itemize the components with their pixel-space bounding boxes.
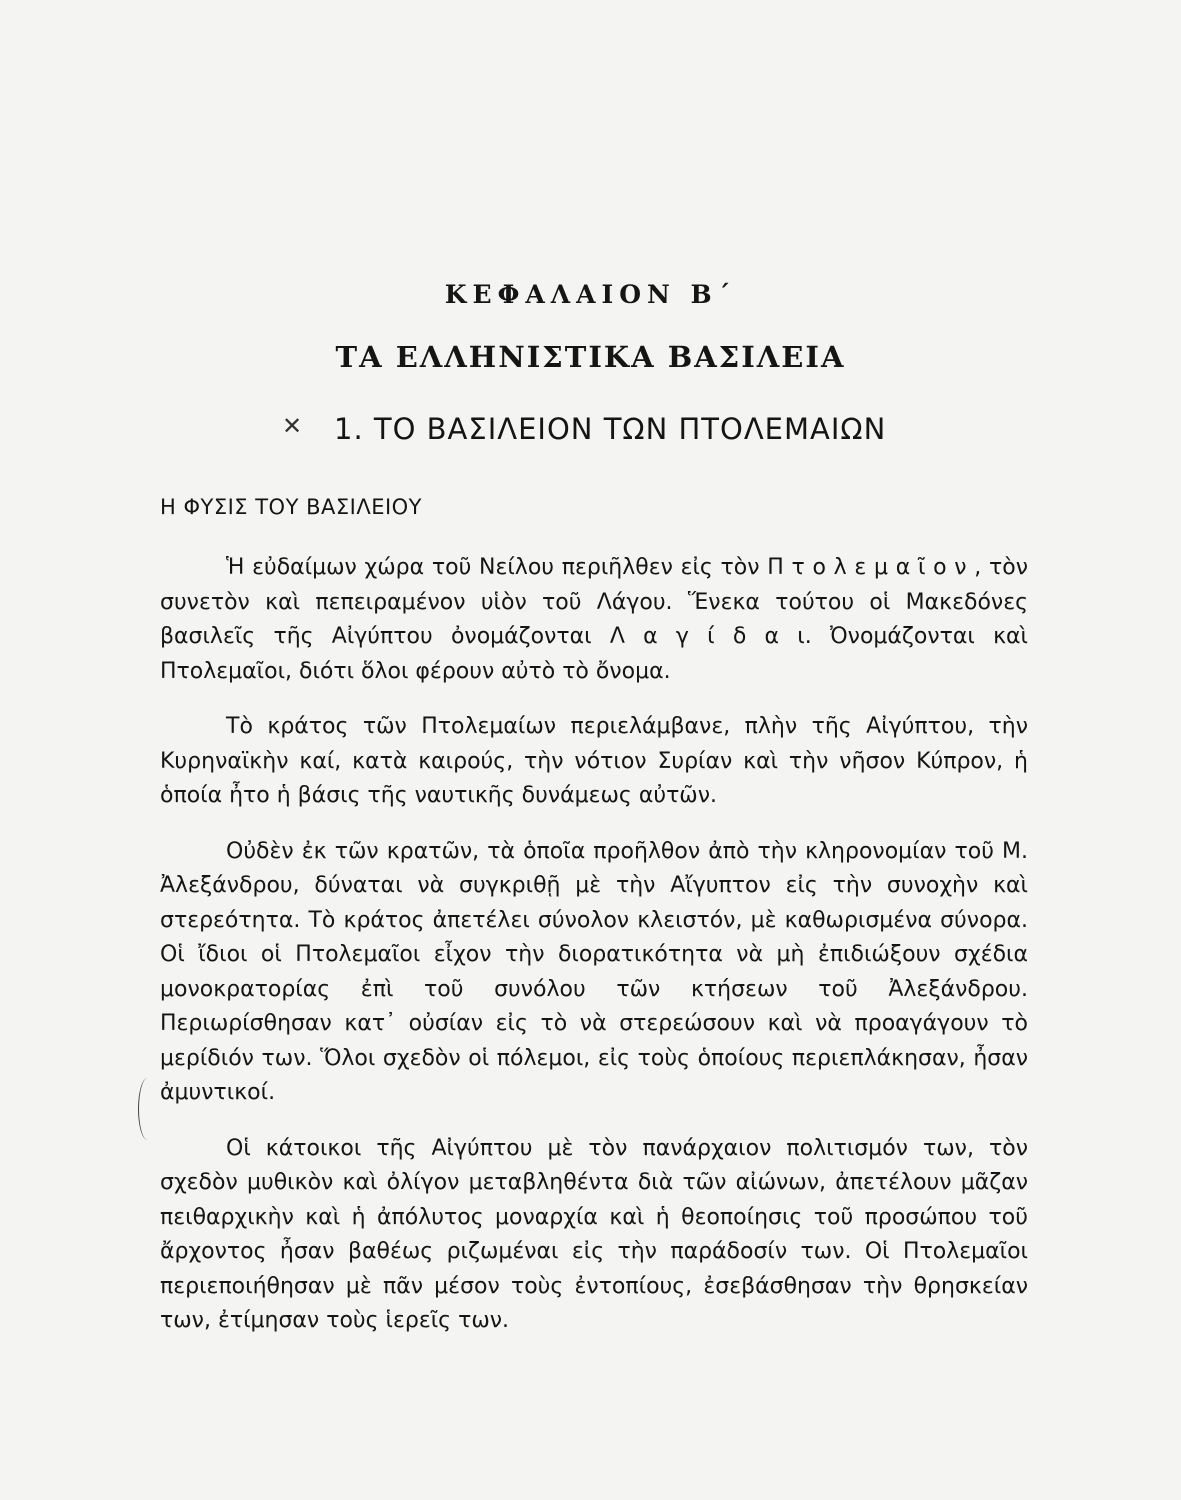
body-text (160, 551, 1028, 1360)
pencil-mark-icon: ✕ (282, 412, 304, 440)
paragraph: Οἱ κάτοικοι τῆς Αἰγύπτου μὲ τὸν πανάρχαιον πολιτισμόν των, τὸν σχεδὸν μυθικὸν καὶ ὀλίγον μεταβληθέντα διὰ τῶν αἰώνων, ἀπετέλουν μᾶζαν πειθαρχικὴν καὶ ἡ ἀπόλυτος μοναρχία καὶ ἡ θεοποίησις τοῦ προσώπου τοῦ ἄρχοντος ἦσαν βαθέως ριζωμέναι εἰς τὴν παράδοσίν των. Οἱ Πτολεμαῖοι περιεποιήθησαν μὲ πᾶν μέσον τοὺς ἐντοπίους, ἐσεβάσθησαν τὴν θρησκείαν των, ἐτίμησαν τοὺς ἱερεῖς των. (160, 1135, 1028, 1333)
paragraph: Τὸ κράτος τῶν Πτολεμαίων περιελάμβανε, πλὴν τῆς Αἰγύπτου, τὴν Κυρηναϊκὴν καί, κατὰ καιρούς, τὴν νότιον Συρίαν καὶ τὴν νῆσον Κύπρον, ἡ ὁποία ἦτο ἡ βάσις τῆς ναυτικῆς δυνάμεως αὐτῶν. (160, 714, 1028, 808)
margin-bracket-mark (138, 1078, 157, 1140)
chapter-title: ΤΑ ΕΛΛΗΝΙΣΤΙΚΑ ΒΑΣΙΛΕΙΑ (335, 340, 846, 374)
section-heading (282, 412, 887, 446)
bleed-through-header (150, 66, 1010, 88)
paragraph: Οὐδὲν ἐκ τῶν κρατῶν, τὰ ὁποῖα προῆλθον ἀπὸ τὴν κληρονομίαν τοῦ Μ. Ἀλεξάνδρου, δύναται νὰ συγκριθῇ μὲ τὴν Αἴγυπτον εἰς τὴν συνοχὴν καὶ στερεότητα. Τὸ κράτος ἀπετέλει σύνολον κλειστόν, μὲ καθωρισμένα σύνορα. Οἱ ἴδιοι οἱ Πτολεμαῖοι εἶχον τὴν διορατικότητα νὰ μὴ ἐπιδιώξουν σχέδια μονοκρατορίας ἐπὶ τοῦ συνόλου τῶν κτήσεων τοῦ Ἀλεξάνδρου. Περιωρίσθησαν κατ᾽ οὐσίαν εἰς τὸ νὰ στερεώσουν καὶ νὰ προαγάγουν τὸ μερίδιόν των. Ὅλοι σχεδὸν οἱ πόλεμοι, εἰς τοὺς ὁποίους περιεπλάκησαν, ἦσαν ἀμυντικοί. (160, 838, 1028, 1105)
section-heading-text: 1. ΤΟ ΒΑΣΙΛΕΙΟΝ ΤΩΝ ΠΤΟΛΕΜΑΙΩΝ (334, 412, 887, 446)
chapter-label: ΚΕΦΑΛΑΙΟΝ Β΄ (444, 280, 737, 309)
paragraph: Ἡ εὐδαίμων χώρα τοῦ Νείλου περιῆλθεν εἰς τὸν Π τ ο λ ε μ α ῖ ο ν , τὸν συνετὸν καὶ πεπειραμένον υἱὸν τοῦ Λάγου. Ἕνεκα τούτου οἱ Μακεδόνες βασιλεῖς τῆς Αἰγύπτου ὀνομάζονται Λ α γ ί δ α ι. Ὀνομάζονται καὶ Πτολεμαῖοι, διότι ὅλοι φέρουν αὐτὸ τὸ ὄνομα. (160, 555, 1028, 684)
subsection-heading: Η ΦΥΣΙΣ ΤΟΥ ΒΑΣΙΛΕΙΟΥ (160, 495, 423, 519)
